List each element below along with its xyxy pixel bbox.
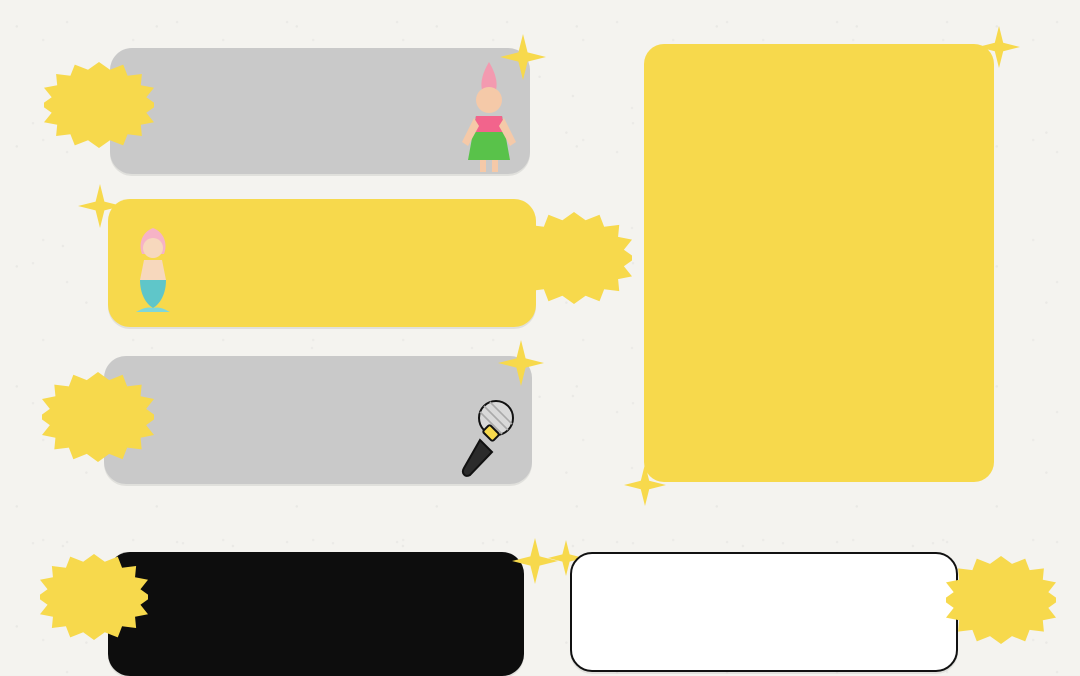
microphone-icon (446, 396, 520, 482)
intensive-card-ballet-contemporary (108, 552, 524, 676)
troll-doll-icon (452, 56, 526, 176)
intensive-card-commercial-dance (570, 552, 958, 672)
camp-date-badge-trolls (44, 62, 154, 148)
camp-date-badge-pop-culture (42, 372, 154, 462)
intensive-date-badge-commercial (946, 556, 1056, 644)
intensive-date-badge-ballet (40, 554, 148, 640)
deals-panel (644, 44, 994, 482)
camp-date-badge-under-the-sea (516, 212, 632, 304)
mermaid-icon (122, 222, 184, 312)
